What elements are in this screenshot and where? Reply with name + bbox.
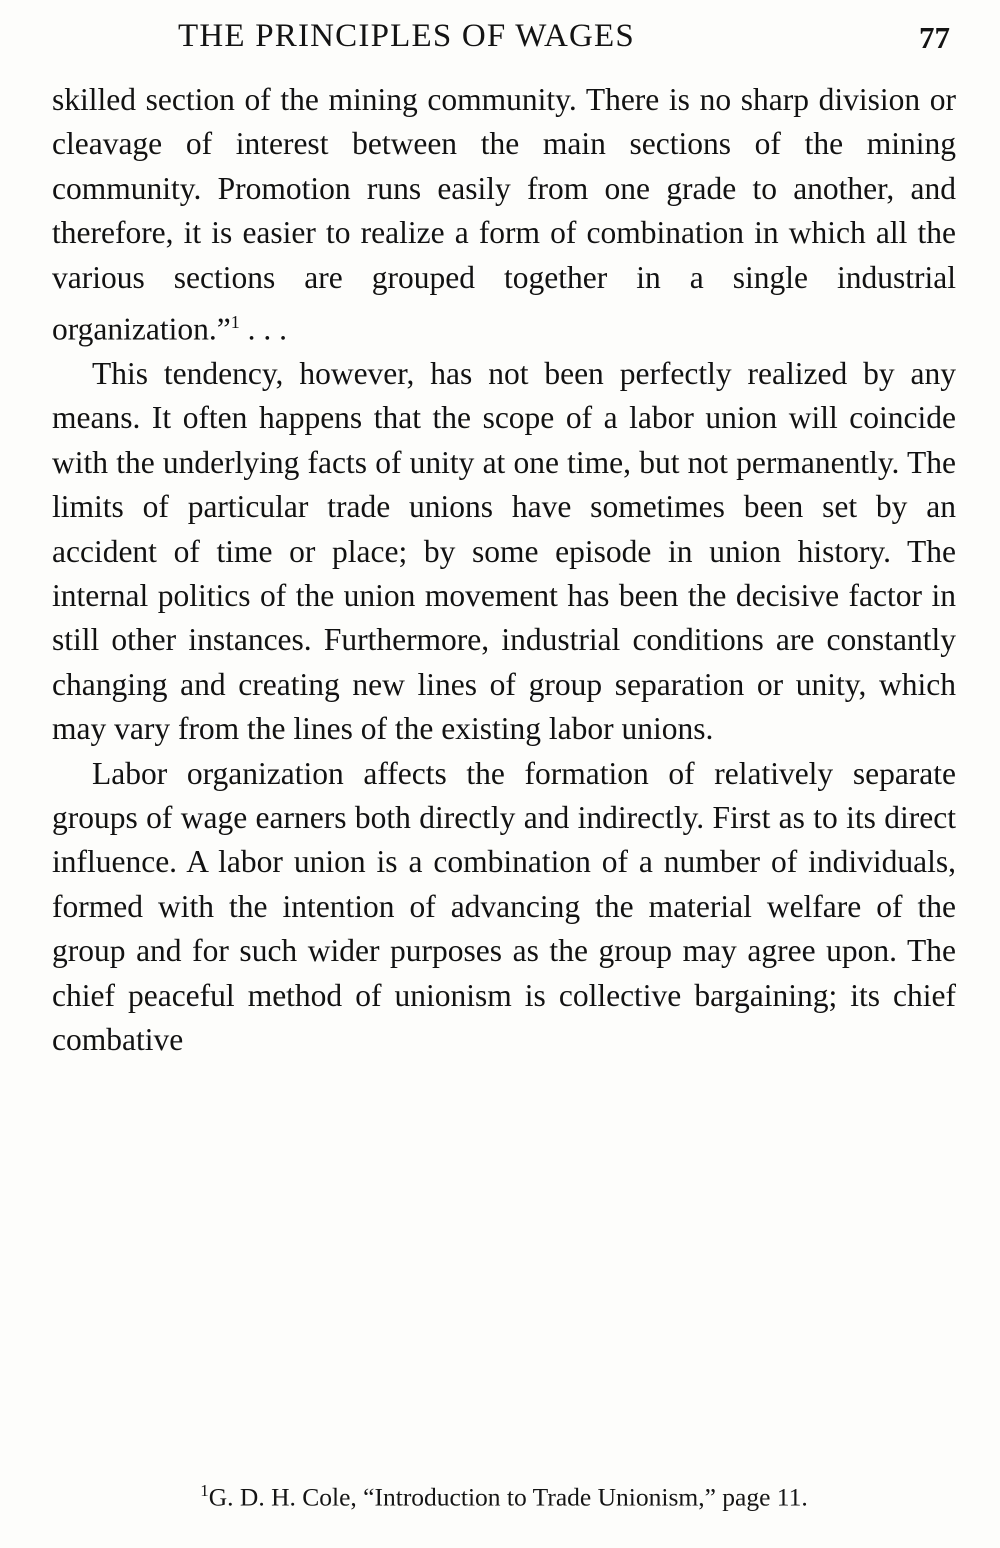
paragraph-1-ellipsis: . . . <box>239 311 287 347</box>
paragraph-1-text: skilled section of the mining community. There is no sharp division or cleavage of interest between the main sections of the mining community. Promotion runs easily from one grade to another, and therefore, it is easier to realize a form of combination in which all the various sections are grouped together in a single industrial organization.” <box>52 82 956 347</box>
paragraph-2: This tendency, however, has not been perfectly realized by any means. It often happens that the scope of a labor union will coincide with the underlying facts of unity at one time, but not permanently. The limits of particular trade unions have sometimes been set by an accident of time or place; by some episode in union history. The internal politics of the union movement has been the decisive factor in still other instances. Furthermore, industrial conditions are constantly changing and creating new lines of group separation or unity, which may vary from the lines of the existing labor unions. <box>52 355 956 747</box>
paragraph-1 <box>52 78 956 352</box>
paragraph-3: Labor organization affects the formation of relatively separate groups of wage earners both directly and indirectly. First as to its direct influence. A labor union is a combination of a number of individuals, formed with the intention of advancing the material welfare of the group and for such wider purposes as the group may agree upon. The chief peaceful method of unionism is collective bargaining; its chief combative <box>52 755 956 1058</box>
footnote <box>52 1476 956 1513</box>
page-number: 77 <box>919 20 950 55</box>
footnote-marker: 1 <box>200 1480 209 1500</box>
footnote-text: G. D. H. Cole, “Introduction to Trade Unionism,” page 11. <box>208 1482 808 1511</box>
footnote-reference: 1 <box>230 312 240 333</box>
page-title: THE PRINCIPLES OF WAGES <box>178 18 635 54</box>
running-head <box>52 18 956 64</box>
body-text <box>52 78 956 1062</box>
